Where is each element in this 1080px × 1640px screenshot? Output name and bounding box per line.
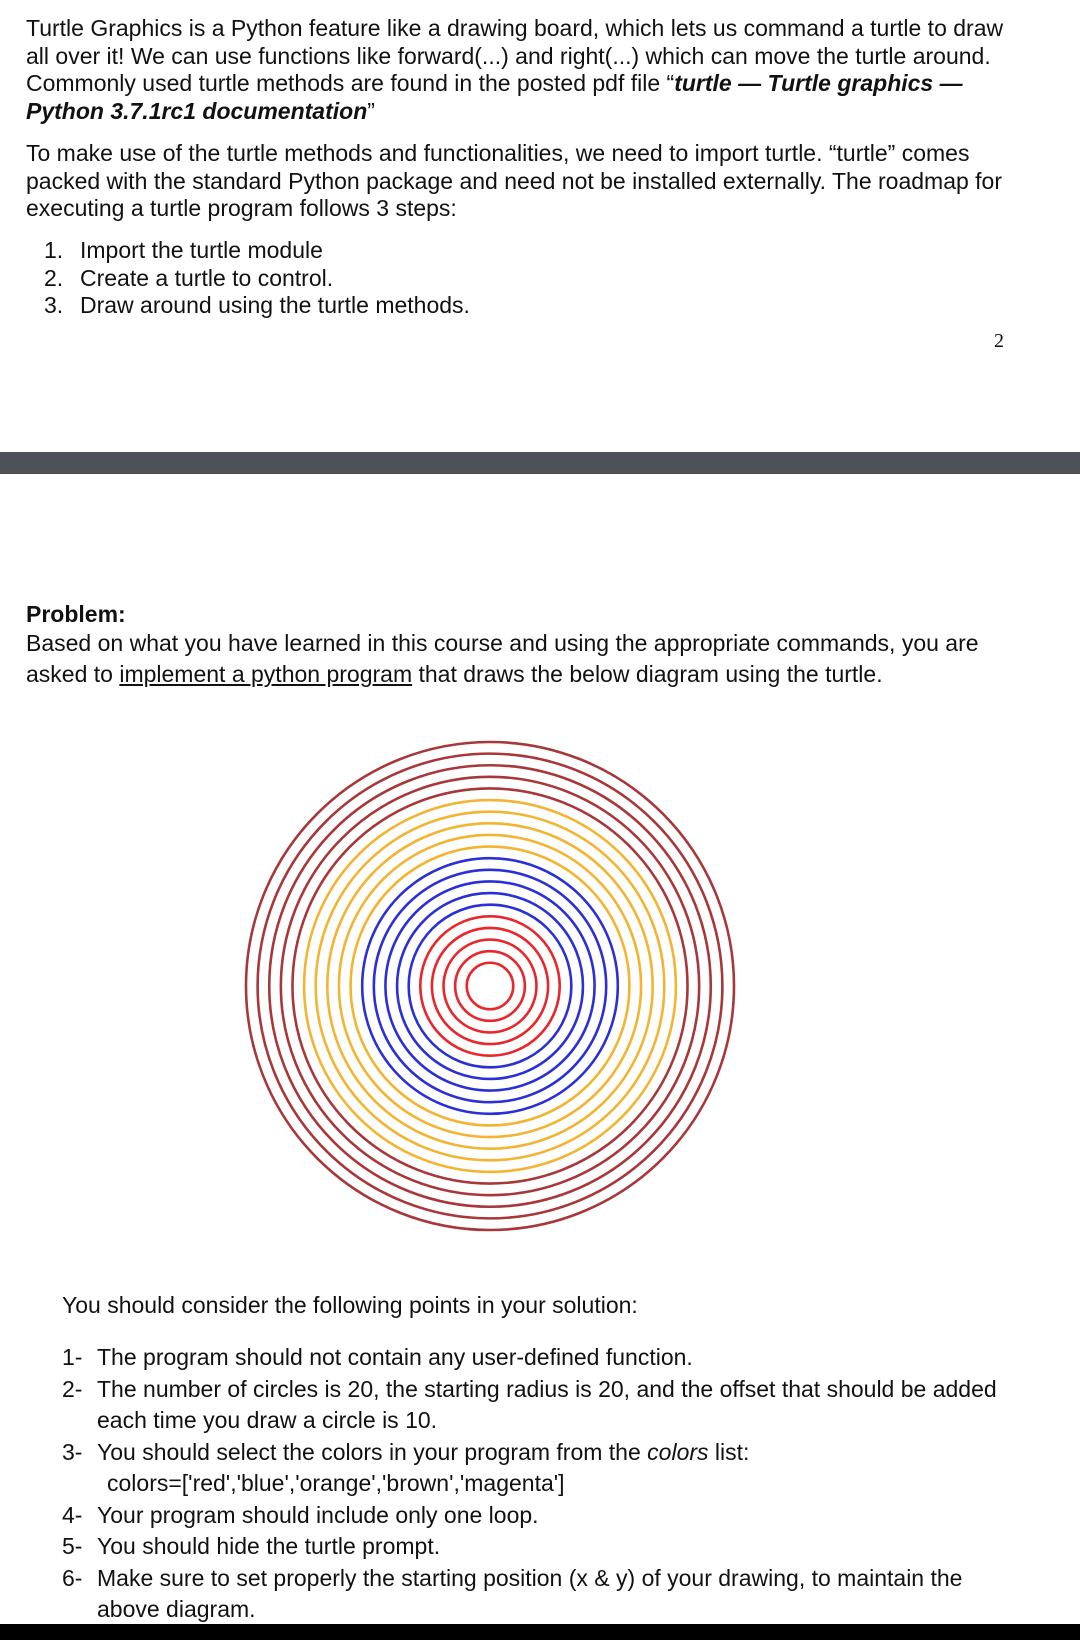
- list-item: [62, 1342, 1012, 1374]
- circle-orange: [304, 800, 676, 1172]
- point-italic-word: colors: [647, 1438, 709, 1465]
- circle-orange: [316, 812, 665, 1161]
- intro-text-end: ”: [367, 97, 375, 124]
- circle-orange: [327, 823, 652, 1148]
- page-separator: [0, 452, 1080, 474]
- point-text: Your program should include only one loop.: [97, 1501, 539, 1528]
- point-text-end: list:: [708, 1438, 750, 1465]
- list-item: [62, 1437, 1012, 1469]
- point-number: 2-: [62, 1375, 83, 1402]
- requirements-list: [62, 1342, 1012, 1626]
- point-number: 4-: [62, 1501, 83, 1528]
- list-item: [62, 1563, 1012, 1626]
- point-number: 1-: [62, 1344, 83, 1370]
- steps-list: [44, 237, 470, 320]
- point-text: The number of circles is 20, the starting radius is 20, and the offset that should be added each time you draw a circle is 10.: [97, 1375, 997, 1433]
- problem-title: Problem:: [26, 601, 126, 627]
- point-number: 5-: [62, 1533, 83, 1559]
- circle-blue: [397, 893, 583, 1079]
- problem-underlined-text: implement a python program: [119, 661, 413, 687]
- point-number: 3-: [62, 1438, 83, 1465]
- circle-brown: [281, 777, 699, 1195]
- list-item: [44, 237, 470, 265]
- colors-code-line: colors=['red','blue','orange','brown','magenta']: [107, 1470, 565, 1496]
- concentric-circles-diagram: [240, 736, 740, 1236]
- step-text: Import the turtle module: [80, 237, 323, 263]
- step-text: Draw around using the turtle methods.: [80, 292, 470, 318]
- problem-text-end: that draws the below diagram using the turtle.: [412, 661, 883, 687]
- step-number: 2.: [44, 264, 64, 291]
- document-page-2: [0, 474, 1080, 1624]
- point-number: 6-: [62, 1564, 83, 1591]
- intro-doc-title: turtle — Turtle graphics — Python 3.7.1rc1 documentation: [26, 70, 963, 124]
- circle-orange: [351, 847, 630, 1126]
- intro-text: Turtle Graphics is a Python feature like a drawing board, which lets us command a turtle to draw all over it! We can use functions like forward(...) and right(...) which can move the turtle around. Commonly used turtle methods are found in the posted pdf file “: [26, 15, 1004, 96]
- list-item: [44, 265, 470, 293]
- point-text: Make sure to set properly the starting position (x & y) of your drawing, to maintain the above diagram.: [97, 1564, 963, 1622]
- list-item: [62, 1374, 1012, 1437]
- page-number: 2: [994, 330, 1004, 352]
- circle-red: [467, 963, 513, 1009]
- circle-brown: [246, 742, 734, 1230]
- point-text: [97, 1437, 749, 1469]
- circle-blue: [385, 881, 594, 1090]
- list-item: [44, 292, 470, 320]
- point-text: The program should not contain any user-defined function.: [97, 1344, 693, 1370]
- step-text: Create a turtle to control.: [80, 264, 334, 291]
- circle-red: [420, 916, 559, 1055]
- document-page-1: [0, 0, 1080, 452]
- step-number: 1.: [44, 237, 64, 263]
- point-text: You should hide the turtle prompt.: [97, 1533, 441, 1559]
- problem-text-start: Based on what you have learned in this course and using the appropriate commands, you are asked to: [26, 630, 979, 687]
- circle-red: [444, 940, 537, 1033]
- import-paragraph: To make use of the turtle methods and functionalities, we need to import turtle. “turtle” comes packed with the standard Python package and need not be installed externally. The roadmap for executing a turtle program follows 3 steps:: [26, 140, 1003, 221]
- point-text-start: You should select the colors in your program from the: [97, 1438, 648, 1465]
- problem-text: [26, 628, 1036, 690]
- circle-red: [432, 928, 548, 1044]
- intro-paragraph: [26, 15, 1026, 125]
- circle-blue: [362, 858, 618, 1114]
- circle-brown: [269, 765, 711, 1207]
- consider-heading: You should consider the following points in your solution:: [62, 1292, 638, 1318]
- list-item: [62, 1531, 1012, 1563]
- list-item: [62, 1500, 1012, 1532]
- step-number: 3.: [44, 292, 64, 318]
- bottom-bar: [0, 1624, 1080, 1640]
